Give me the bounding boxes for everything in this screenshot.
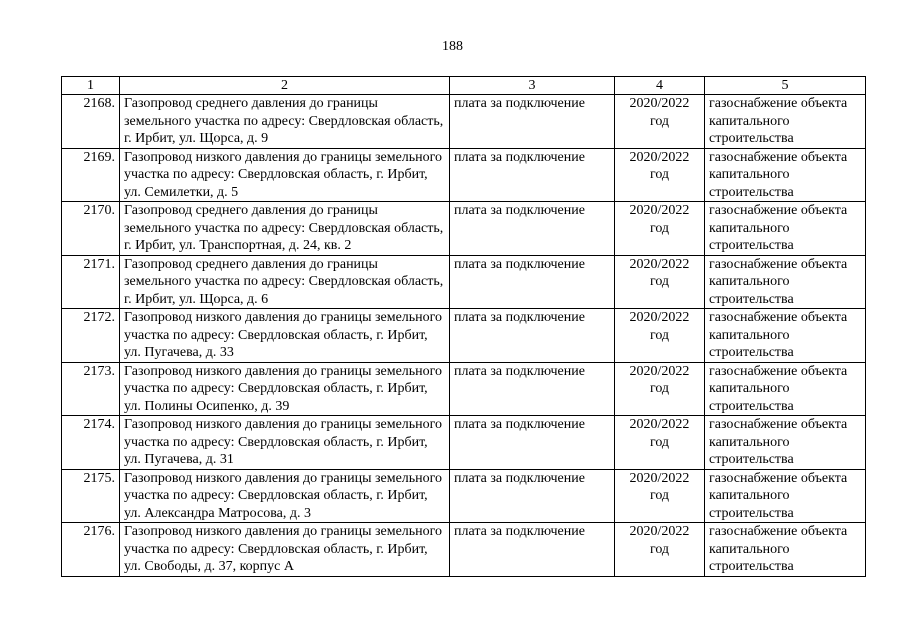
implementation-period: 2020/2022 год: [615, 469, 705, 523]
column-number-4: 4: [615, 77, 705, 95]
row-number: 2175.: [62, 469, 120, 523]
object-name: Газопровод низкого давления до границы земельного участка по адресу: Свердловская область, г. Ирбит, ул. Пугачева, д. 31: [120, 416, 450, 470]
object-name: Газопровод среднего давления до границы земельного участка по адресу: Свердловская область, г. Ирбит, ул. Транспортная, д. 24, кв. 2: [120, 202, 450, 256]
row-number: 2174.: [62, 416, 120, 470]
table-row: [62, 362, 866, 416]
purpose: газоснабжение объекта капитального строительства: [705, 148, 866, 202]
implementation-period: 2020/2022 год: [615, 255, 705, 309]
table-row: [62, 202, 866, 256]
column-number-5: 5: [705, 77, 866, 95]
funding-source: плата за подключение: [450, 416, 615, 470]
purpose: газоснабжение объекта капитального строительства: [705, 523, 866, 577]
funding-source: плата за подключение: [450, 469, 615, 523]
row-number: 2173.: [62, 362, 120, 416]
purpose: газоснабжение объекта капитального строительства: [705, 416, 866, 470]
table-row: [62, 95, 866, 149]
table-row: [62, 416, 866, 470]
object-name: Газопровод среднего давления до границы земельного участка по адресу: Свердловская область, г. Ирбит, ул. Щорса, д. 9: [120, 95, 450, 149]
purpose: газоснабжение объекта капитального строительства: [705, 95, 866, 149]
row-number: 2176.: [62, 523, 120, 577]
object-name: Газопровод низкого давления до границы земельного участка по адресу: Свердловская область, г. Ирбит, ул. Александра Матросова, д. 3: [120, 469, 450, 523]
funding-source: плата за подключение: [450, 202, 615, 256]
column-number-3: 3: [450, 77, 615, 95]
page-number: 188: [442, 39, 463, 54]
row-number: 2168.: [62, 95, 120, 149]
funding-source: плата за подключение: [450, 148, 615, 202]
table-row: [62, 523, 866, 577]
row-number: 2170.: [62, 202, 120, 256]
funding-source: плата за подключение: [450, 255, 615, 309]
row-number: 2169.: [62, 148, 120, 202]
implementation-period: 2020/2022 год: [615, 202, 705, 256]
purpose: газоснабжение объекта капитального строительства: [705, 202, 866, 256]
purpose: газоснабжение объекта капитального строительства: [705, 255, 866, 309]
implementation-period: 2020/2022 год: [615, 362, 705, 416]
investment-program-table: [61, 76, 866, 577]
purpose: газоснабжение объекта капитального строительства: [705, 362, 866, 416]
column-number-2: 2: [120, 77, 450, 95]
object-name: Газопровод низкого давления до границы земельного участка по адресу: Свердловская область, г. Ирбит, ул. Семилетки, д. 5: [120, 148, 450, 202]
table-row: [62, 309, 866, 363]
table-row: [62, 148, 866, 202]
table-row: [62, 255, 866, 309]
column-number-1: 1: [62, 77, 120, 95]
purpose: газоснабжение объекта капитального строительства: [705, 309, 866, 363]
object-name: Газопровод низкого давления до границы земельного участка по адресу: Свердловская область, г. Ирбит, ул. Свободы, д. 37, корпус А: [120, 523, 450, 577]
implementation-period: 2020/2022 год: [615, 148, 705, 202]
object-name: Газопровод низкого давления до границы земельного участка по адресу: Свердловская область, г. Ирбит, ул. Пугачева, д. 33: [120, 309, 450, 363]
funding-source: плата за подключение: [450, 95, 615, 149]
implementation-period: 2020/2022 год: [615, 416, 705, 470]
row-number: 2172.: [62, 309, 120, 363]
table-row: [62, 469, 866, 523]
implementation-period: 2020/2022 год: [615, 523, 705, 577]
object-name: Газопровод низкого давления до границы земельного участка по адресу: Свердловская область, г. Ирбит, ул. Полины Осипенко, д. 39: [120, 362, 450, 416]
object-name: Газопровод среднего давления до границы земельного участка по адресу: Свердловская область, г. Ирбит, ул. Щорса, д. 6: [120, 255, 450, 309]
purpose: газоснабжение объекта капитального строительства: [705, 469, 866, 523]
funding-source: плата за подключение: [450, 523, 615, 577]
funding-source: плата за подключение: [450, 362, 615, 416]
implementation-period: 2020/2022 год: [615, 309, 705, 363]
funding-source: плата за подключение: [450, 309, 615, 363]
implementation-period: 2020/2022 год: [615, 95, 705, 149]
column-number-row: [62, 77, 866, 95]
row-number: 2171.: [62, 255, 120, 309]
